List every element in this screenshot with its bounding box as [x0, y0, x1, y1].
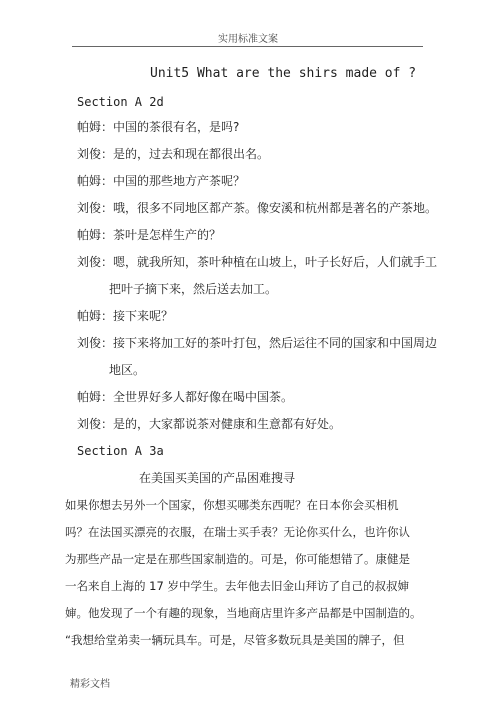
dialogue-line: 帕姆：茶叶是怎样生产的？: [77, 228, 222, 242]
header-rule: [72, 46, 423, 47]
dialogue-line: 帕姆：全世界好多人都好像在喝中国茶。: [77, 390, 294, 404]
article-line: 一名来自上海的 17 岁中学生。去年他去旧金山拜访了自己的叔叔婶: [65, 579, 409, 593]
dialogue-line-continuation: 地区。: [109, 363, 146, 377]
page-header: 实用标准文案: [218, 34, 278, 45]
dialogue-line: 刘俊：嗯，就我所知，茶叶种植在山坡上，叶子长好后，人们就手工: [77, 255, 438, 269]
document-title: Unit5 What are the shirs made of ?: [150, 66, 417, 81]
section-heading-2d: Section A 2d: [77, 95, 164, 109]
dialogue-line-continuation: 把叶子摘下来，然后送去加工。: [109, 282, 278, 296]
article-line: 吗？在法国买漂亮的衣服，在瑞士买手表？无论你买什么，也许你认: [65, 525, 410, 539]
dialogue-line: 帕姆：中国的那些地方产茶呢？: [77, 174, 246, 188]
article-line: “我想给堂弟卖一辆玩具车。可是，尽管多数玩具是美国的牌子，但: [65, 633, 405, 647]
dialogue-line: 刘俊：是的，大家都说茶对健康和生意都有好处。: [77, 417, 342, 431]
section-heading-3a: Section A 3a: [77, 444, 164, 458]
article-line: 婶。他发现了一个有趣的现象，当地商店里许多产品都是中国制造的。: [65, 606, 422, 620]
dialogue-line: 帕姆：接下来呢？: [77, 309, 174, 323]
article-line: 如果你想去另外一个国家，你想买哪类东西呢？在日本你会买相机: [65, 498, 399, 512]
dialogue-line: 刘俊：接下来将加工好的茶叶打包，然后运往不同的国家和中国周边: [77, 336, 438, 350]
dialogue-line: 刘俊：哦，很多不同地区都产茶。像安溪和杭州都是著名的产茶地。: [77, 201, 438, 215]
dialogue-line: 刘俊：是的，过去和现在都很出名。: [77, 147, 270, 161]
article-line: 为那些产品一定是在那些国家制造的。可是，你可能想错了。康健是: [65, 552, 410, 566]
page-footer: 精彩文档: [70, 679, 110, 690]
dialogue-line: 帕姆：中国的茶很有名，是吗?: [77, 120, 240, 134]
article-title: 在美国买美国的产品困难搜寻: [139, 471, 296, 485]
